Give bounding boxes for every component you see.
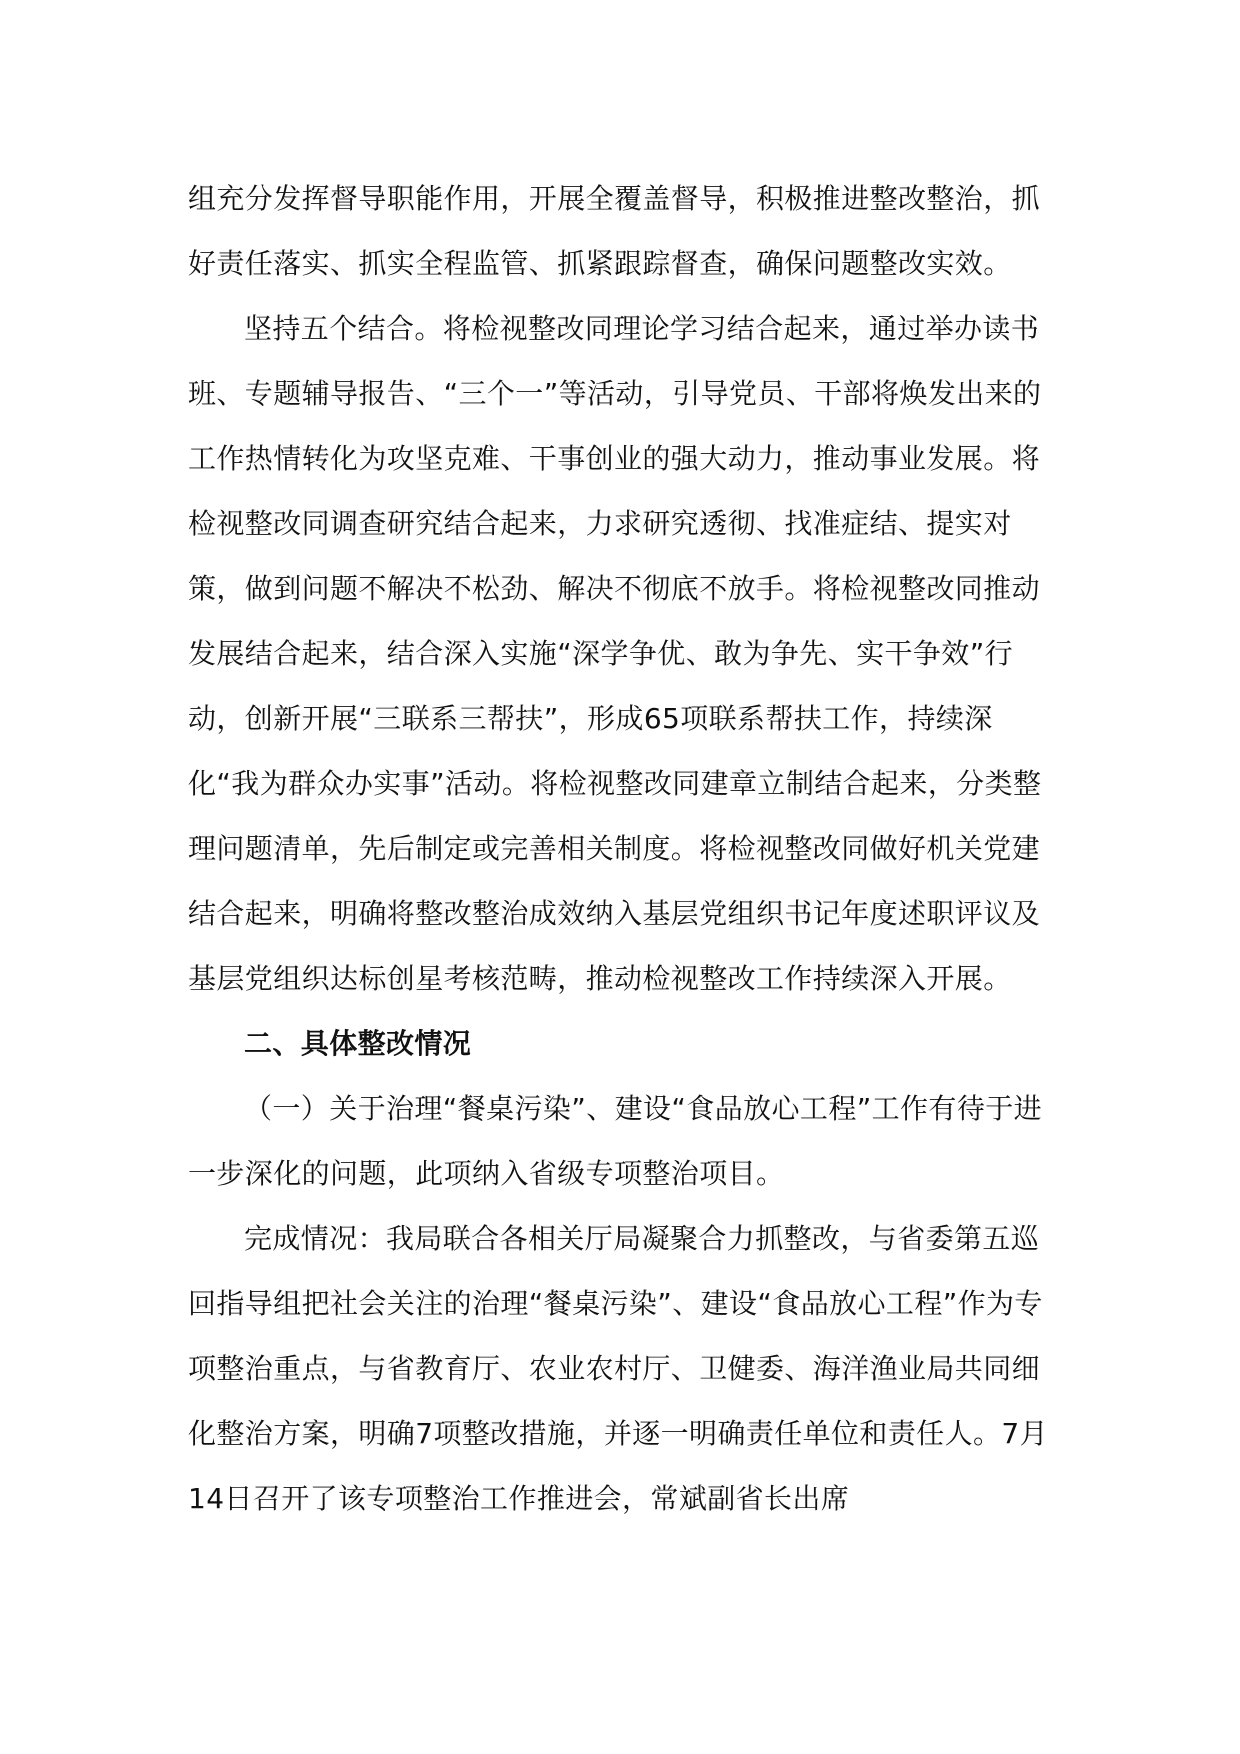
section-heading-specific-rectification: 二、具体整改情况 — [244, 1027, 472, 1060]
paragraph-completion-status: 完成情况：我局联合各相关厅局凝聚合力抓整改，与省委第五巡回指导组把社会关注的治理“餐桌污染”、建设“食品放心工程”作为专项整治重点，与省教育厅、农业农村厅、卫健委、海洋渔业局共同细化整治方案，明确7项整改措施，并逐一明确责任单位和责任人。7月14日召开了该专项整治工作推进会，常斌副省长出席 — [188, 1222, 1049, 1515]
paragraph-five-combinations: 坚持五个结合。将检视整改同理论学习结合起来，通过举办读书班、专题辅导报告、“三个一”等活动，引导党员、干部将焕发出来的工作热情转化为攻坚克难、干事创业的强大动力，推动事业发展。将检视整改同调查研究结合起来，力求研究透彻、找准症结、提实对策，做到问题不解决不松劲、解决不彻底不放手。将检视整改同推动发展结合起来，结合深入实施“深学争优、敢为争先、实干争效”行动，创新开展“三联系三帮扶”，形成65项联系帮扶工作，持续深化“我为群众办实事”活动。将检视整改同建章立制结合起来，分类整理问题清单，先后制定或完善相关制度。将检视整改同做好机关党建结合起来，明确将整改整治成效纳入基层党组织书记年度述职评议及基层党组织达标创星考核范畴，推动检视整改工作持续深入开展。 — [188, 312, 1042, 995]
paragraph-continuation: 组充分发挥督导职能作用，开展全覆盖督导，积极推进整改整治，抓好责任落实、抓实全程监管、抓紧跟踪督查，确保问题整改实效。 — [188, 182, 1041, 280]
document-body — [188, 166, 1052, 1531]
paragraph-issue-one: （一）关于治理“餐桌污染”、建设“食品放心工程”工作有待于进一步深化的问题，此项纳入省级专项整治项目。 — [188, 1092, 1043, 1190]
